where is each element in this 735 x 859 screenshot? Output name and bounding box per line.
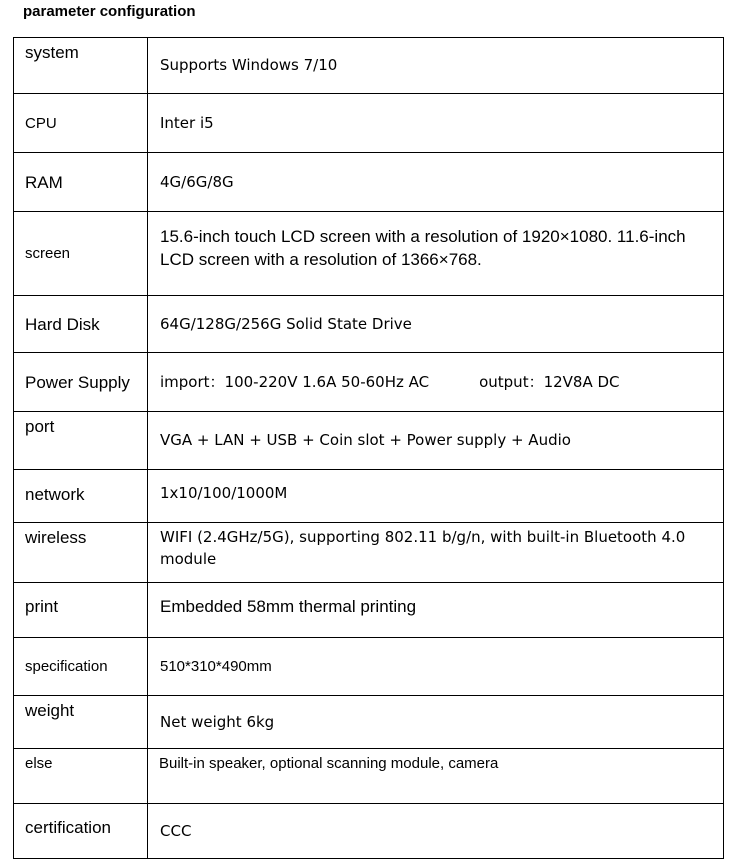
table-row <box>14 296 724 353</box>
row-label-power-supply: Power Supply <box>14 353 148 412</box>
row-label-wireless: wireless <box>14 523 148 583</box>
row-label-cpu: CPU <box>14 94 148 153</box>
table-row <box>14 353 724 412</box>
table-row <box>14 804 724 859</box>
table-row <box>14 749 724 804</box>
table-row <box>14 38 724 94</box>
row-label-certification: certification <box>14 804 148 859</box>
table-row <box>14 696 724 749</box>
row-label-weight: weight <box>14 696 148 749</box>
row-value-network: 1x10/100/1000M <box>148 470 724 523</box>
power-import: import：100-220V 1.6A 50-60Hz AC <box>160 372 430 391</box>
table-row <box>14 638 724 696</box>
row-label-screen: screen <box>14 212 148 296</box>
row-value-cpu: Inter i5 <box>148 94 724 153</box>
row-value-screen: 15.6-inch touch LCD screen with a resolution of 1920×1080. 11.6-inch LCD screen with a resolution of 1366×768. <box>148 212 724 296</box>
row-value-power-supply <box>148 353 724 412</box>
table-row <box>14 523 724 583</box>
power-output: output：12V8A DC <box>479 372 620 391</box>
row-value-hard-disk: 64G/128G/256G Solid State Drive <box>148 296 724 353</box>
row-label-system: system <box>14 38 148 94</box>
table-row <box>14 94 724 153</box>
table-row <box>14 583 724 638</box>
row-value-print: Embedded 58mm thermal printing <box>148 583 724 638</box>
parameter-table <box>13 37 724 859</box>
page-title: parameter configuration <box>23 3 196 20</box>
row-label-port: port <box>14 412 148 470</box>
row-label-else: else <box>14 749 148 804</box>
table-row <box>14 212 724 296</box>
row-label-print: print <box>14 583 148 638</box>
row-label-specification: specification <box>14 638 148 696</box>
row-value-port: VGA + LAN + USB + Coin slot + Power supply + Audio <box>148 412 724 470</box>
row-label-network: network <box>14 470 148 523</box>
row-value-ram: 4G/6G/8G <box>148 153 724 212</box>
row-label-ram: RAM <box>14 153 148 212</box>
row-value-specification: 510*310*490mm <box>148 638 724 696</box>
row-value-wireless: WIFI (2.4GHz/5G), supporting 802.11 b/g/n, with built-in Bluetooth 4.0 module <box>148 523 724 583</box>
row-value-certification: CCC <box>148 804 724 859</box>
row-label-hard-disk: Hard Disk <box>14 296 148 353</box>
row-value-weight: Net weight 6kg <box>148 696 724 749</box>
row-value-system: Supports Windows 7/10 <box>148 38 724 94</box>
table-row <box>14 153 724 212</box>
table-row <box>14 470 724 523</box>
table-row <box>14 412 724 470</box>
row-value-else: Built-in speaker, optional scanning module, camera <box>148 749 724 804</box>
